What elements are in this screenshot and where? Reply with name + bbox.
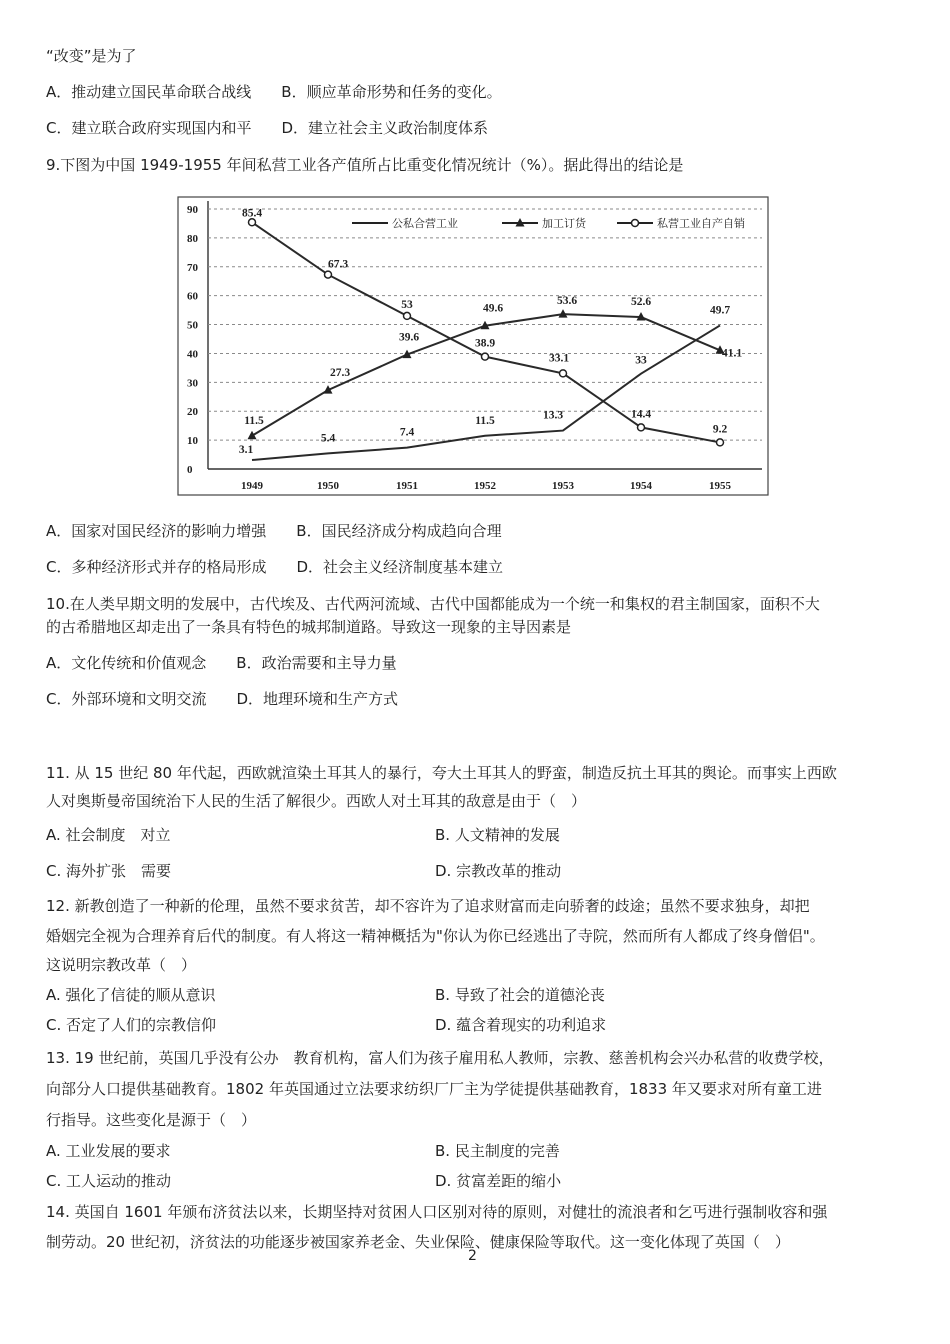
q13-option-a: A. 工业发展的要求 [46, 1142, 171, 1160]
q12-stem-line-1: 12. 新教创造了一种新的伦理，虽然不要求贫苦，却不容许为了追求财富而走向骄奢的歧途；虽然不要求独身，却把 [46, 897, 810, 915]
q11-stem-line-1: 11. 从 15 世纪 80 年代起，西欧就渲染土耳其人的暴行，夸大土耳其人的野蛮，制造反抗土耳其的舆论。而事实上西欧 [46, 764, 837, 782]
data-label: 5.4 [320, 432, 336, 445]
q11-options-row-1 [46, 825, 171, 845]
q9-option-d: D．社会主义经济制度基本建立 [296, 558, 504, 576]
q10-options-row-1 [46, 653, 397, 673]
q8-options-row-2 [46, 118, 488, 138]
q9-options-row-1 [46, 521, 502, 541]
data-label: 33 [635, 354, 647, 367]
x-tick-label: 1950 [317, 480, 339, 492]
data-label: 13.3 [542, 409, 564, 422]
data-label: 27.3 [329, 367, 351, 380]
data-point-marker [638, 424, 645, 431]
legend-label: 私营工业自产自销 [657, 217, 745, 230]
data-label: 41.1 [721, 347, 743, 360]
x-tick-label: 1955 [709, 480, 731, 492]
chart-svg [172, 193, 774, 501]
q11-stem-line-2: 人对奥斯曼帝国统治下人民的生活了解很少。西欧人对土耳其的敌意是由于（ ） [46, 792, 587, 810]
q12-stem-line-2: 婚姻完全视为合理养育后代的制度。有人将这一精神概括为"你认为你已经逃出了寺院，然而所有人都成了终身僧侣"。 [46, 927, 825, 945]
data-point-marker [560, 370, 567, 377]
q13-option-c: C. 工人运动的推动 [46, 1172, 172, 1190]
q11-option-d: D. 宗教改革的推动 [435, 862, 562, 880]
data-label: 38.9 [474, 337, 496, 350]
x-tick-label: 1953 [552, 480, 574, 492]
q11-option-a: A. 社会制度 对立 [46, 826, 171, 844]
data-label: 53.6 [556, 295, 578, 308]
q10-options-row-2 [46, 689, 398, 709]
data-point-marker [404, 312, 411, 319]
q9-option-a: A．国家对国民经济的影响力增强 [46, 522, 267, 540]
y-tick-label: 40 [187, 348, 198, 361]
q10-stem-line-2: 的古希腊地区却走出了一条具有特色的城邦制道路。导致这一现象的主导因素是 [46, 618, 572, 636]
q9-option-b: B．国民经济成分构成趋向合理 [296, 522, 502, 540]
q8-options-row-1 [46, 82, 502, 102]
data-label: 52.6 [630, 296, 652, 309]
data-label: 33.1 [548, 352, 570, 365]
data-label: 49.6 [482, 302, 504, 315]
chart-frame [178, 197, 768, 495]
q12-option-d: D. 蕴含着现实的功利追求 [435, 1016, 607, 1034]
y-tick-label: 80 [187, 232, 198, 245]
y-tick-label: 60 [187, 290, 198, 303]
y-tick-label: 0 [187, 464, 193, 476]
q8-option-b: B．顺应革命形势和任务的变化。 [281, 83, 502, 101]
q12-option-b: B. 导致了社会的道德沦丧 [435, 986, 605, 1004]
q13-option-b: B. 民主制度的完善 [435, 1142, 560, 1160]
q12-stem-line-3: 这说明宗教改革（ ） [46, 956, 197, 974]
x-tick-label: 1951 [396, 480, 418, 492]
data-label: 11.5 [244, 414, 264, 427]
q13-option-d: D. 贫富差距的缩小 [435, 1172, 562, 1190]
q10-option-c: C．外部环境和文明交流 [46, 690, 207, 708]
data-label: 85.4 [241, 207, 263, 220]
x-tick-label: 1949 [241, 480, 263, 492]
data-point-marker [482, 353, 489, 360]
x-tick-label: 1952 [474, 480, 496, 492]
q10-option-a: A．文化传统和价值观念 [46, 654, 207, 672]
data-label: 49.7 [709, 304, 731, 317]
q13-stem-line-3: 行指导。这些变化是源于（ ） [46, 1111, 257, 1129]
q8-option-d: D．建立社会主义政治制度体系 [281, 119, 489, 137]
q8-option-c: C．建立联合政府实现国内和平 [46, 119, 252, 137]
data-label: 14.4 [630, 408, 652, 421]
q12-option-c: C. 否定了人们的宗教信仰 [46, 1016, 217, 1034]
data-label: 3.1 [238, 444, 254, 457]
x-tick-label: 1954 [630, 480, 652, 492]
q10-option-b: B．政治需要和主导力量 [236, 654, 397, 672]
q9-options-row-2 [46, 557, 503, 577]
legend-label: 加工订货 [542, 217, 586, 230]
y-tick-label: 10 [187, 435, 198, 448]
legend-marker [632, 220, 639, 227]
data-point-marker [717, 439, 724, 446]
q13-stem-line-1: 13. 19 世纪前，英国几乎没有公办 教育机构，富人们为孩子雇用私人教师，宗教、慈善机构会兴办私营的收费学校， [46, 1049, 834, 1067]
data-label: 7.4 [399, 426, 415, 439]
data-label: 11.5 [475, 414, 495, 427]
q8-stem-tail: “改变”是为了 [46, 47, 137, 65]
y-tick-label: 90 [187, 204, 198, 216]
legend-label: 公私合营工业 [392, 217, 458, 230]
q10-stem-line-1: 10.在人类早期文明的发展中，古代埃及、古代两河流域、古代中国都能成为一个统一和集权的君主制国家，面积不大 [46, 595, 820, 613]
q14-stem-line-1: 14. 英国自 1601 年颁布济贫法以来，长期坚持对贫困人口区别对待的原则，对健壮的流浪者和乞丐进行强制收容和强 [46, 1203, 828, 1221]
y-tick-label: 30 [187, 377, 198, 390]
q8-option-a: A．推动建立国民革命联合战线 [46, 83, 252, 101]
q9-line-chart [172, 193, 774, 501]
q9-stem: 9.下图为中国 1949-1955 年间私营工业各产值所占比重变化情况统计（%）。据此得出的结论是 [46, 156, 684, 174]
q11-option-b: B. 人文精神的发展 [435, 826, 560, 844]
y-tick-label: 70 [187, 261, 198, 274]
data-point-marker [249, 219, 256, 226]
q9-option-c: C．多种经济形式并存的格局形成 [46, 558, 267, 576]
q14-stem-line-2: 制劳动。20 世纪初，济贫法的功能逐步被国家养老金、失业保险、健康保险等取代。这一变化体现了英国（ ） [46, 1233, 790, 1251]
y-tick-label: 50 [187, 319, 198, 332]
data-label: 39.6 [398, 331, 420, 344]
q10-option-d: D．地理环境和生产方式 [236, 690, 399, 708]
data-point-marker [325, 271, 332, 278]
q13-stem-line-2: 向部分人口提供基础教育。1802 年英国通过立法要求纺织厂厂主为学徒提供基础教育，1833 年又要求对所有童工进 [46, 1080, 822, 1098]
page-number: 2 [468, 1248, 477, 1264]
q11-option-c: C. 海外扩张 需要 [46, 862, 172, 880]
data-label: 67.3 [327, 258, 349, 271]
y-tick-label: 20 [187, 406, 198, 419]
q12-option-a: A. 强化了信徒的顺从意识 [46, 986, 216, 1004]
data-label: 53 [401, 298, 413, 311]
data-label: 9.2 [712, 423, 728, 436]
